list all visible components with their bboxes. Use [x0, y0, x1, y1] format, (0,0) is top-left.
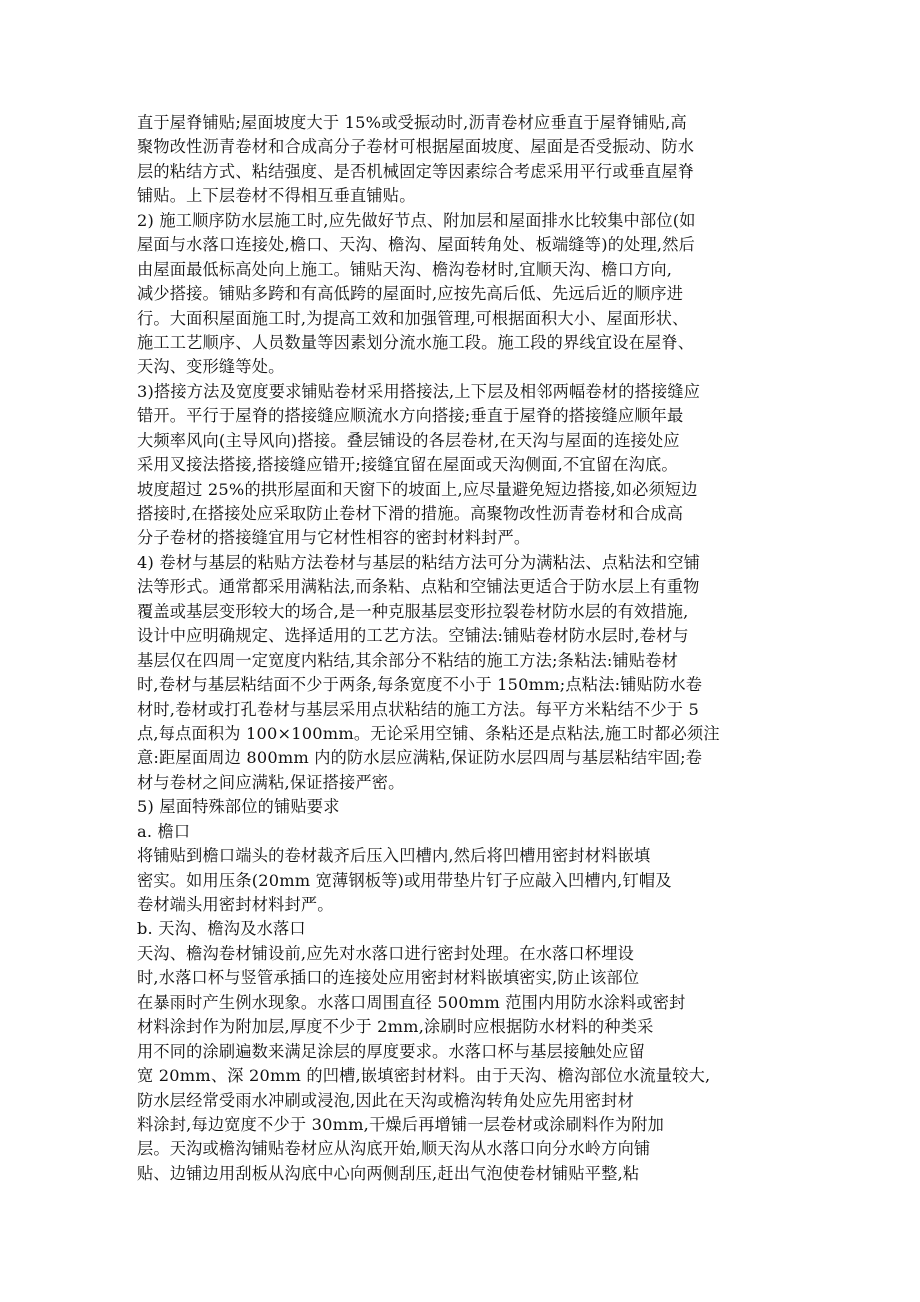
text-line: 基层仅在四周一定宽度内粘结,其余部分不粘结的施工方法;条粘法:铺贴卷材 — [137, 650, 679, 670]
text-line: 将铺贴到檐口端头的卷材裁齐后压入凹槽内,然后将凹槽用密封材料嵌填 — [137, 846, 651, 866]
text-line: 减少搭接。铺贴多跨和有高低跨的屋面时,应按先高后低、先远后近的顺序进 — [137, 284, 684, 304]
text-line: 材时,卷材或打孔卷材与基层采用点状粘结的施工方法。每平方米粘结不少于 5 — [137, 699, 699, 719]
text-line: 坡度超过 25%的拱形屋面和天窗下的坡面上,应尽量避免短边搭接,如必须短边 — [137, 479, 698, 499]
text-line: 时,卷材与基层粘结面不少于两条,每条宽度不小于 150mm;点粘法:铺贴防水卷 — [137, 675, 703, 695]
text-line: 设计中应明确规定、选择适用的工艺方法。空铺法:铺贴卷材防水层时,卷材与 — [137, 626, 689, 646]
text-line: 意:距屋面周边 800mm 内的防水层应满粘,保证防水层四周与基层粘结牢固;卷 — [137, 748, 703, 768]
text-line: 防水层经常受雨水冲刷或浸泡,因此在天沟或檐沟转角处应先用密封材 — [137, 1090, 634, 1110]
text-line: 采用叉接法搭接,搭接缝应错开;接缝宜留在屋面或天沟侧面,不宜留在沟底。 — [137, 455, 678, 475]
text-line: 层的粘结方式、粘结强度、是否机械固定等因素综合考虑采用平行或垂直屋脊 — [137, 161, 695, 181]
text-line: 屋面与水落口连接处,檐口、天沟、檐沟、屋面转角处、板端缝等)的处理,然后 — [137, 235, 695, 255]
text-line: b. 天沟、檐沟及水落口 — [137, 919, 306, 939]
text-line: 料涂封,每边宽度不少于 30mm,干燥后再增铺一层卷材或涂刷料作为附加 — [137, 1114, 664, 1134]
text-line: 覆盖或基层变形较大的场合,是一种克服基层变形拉裂卷材防水层的有效措施, — [137, 601, 689, 621]
text-line: 4) 卷材与基层的粘贴方法卷材与基层的粘结方法可分为满粘法、点粘法和空铺 — [137, 552, 701, 572]
text-line: 在暴雨时产生例水现象。水落口周围直径 500mm 范围内用防水涂料或密封 — [137, 992, 686, 1012]
text-line: 铺贴。上下层卷材不得相互垂直铺贴。 — [137, 186, 416, 206]
text-line: 直于屋脊铺贴;屋面坡度大于 15%或受振动时,沥青卷材应垂直于屋脊铺贴,高 — [137, 113, 687, 132]
text-line: 2) 施工顺序防水层施工时,应先做好节点、附加层和屋面排水比较集中部位(如 — [137, 210, 696, 230]
text-line: 聚物改性沥青卷材和合成高分子卷材可根据屋面坡度、屋面是否受振动、防水 — [137, 137, 695, 157]
text-line: 用不同的涂刷遍数来满足涂层的厚度要求。水落口杯与基层接触处应留 — [137, 1041, 646, 1061]
text-line: 大频率风向(主导风向)搭接。叠层铺设的各层卷材,在天沟与屋面的连接处应 — [137, 430, 680, 450]
text-line: 错开。平行于屋脊的搭接缝应顺流水方向搭接;垂直于屋脊的搭接缝应顺年最 — [137, 406, 684, 426]
text-line: 5) 屋面特殊部位的铺贴要求 — [137, 797, 340, 817]
text-line: 行。大面积屋面施工时,为提高工效和加强管理,可根据面积大小、屋面形状、 — [137, 308, 689, 328]
text-line: 法等形式。通常都采用满粘法,而条粘、点粘和空铺法更适合于防水层上有重物 — [137, 577, 700, 597]
text-line: 宽 20mm、深 20mm 的凹槽,嵌填密封材料。由于天沟、檐沟部位水流量较大, — [137, 1066, 711, 1086]
text-line: a. 檐口 — [137, 821, 191, 841]
text-line: 点,每点面积为 100×100mm。无论采用空铺、条粘还是点粘法,施工时都必须注 — [137, 723, 720, 743]
text-line: 天沟、檐沟卷材铺设前,应先对水落口进行密封处理。在水落口杯埋设 — [137, 943, 634, 963]
text-line: 天沟、变形缝等处。 — [137, 357, 285, 377]
text-line: 贴、边铺边用刮板从沟底中心向两侧刮压,赶出气泡使卷材铺贴平整,粘 — [137, 1163, 640, 1183]
text-line: 由屋面最低标高处向上施工。铺贴天沟、檐沟卷材时,宜顺天沟、檐口方向, — [137, 259, 673, 279]
text-line: 3)搭接方法及宽度要求铺贴卷材采用搭接法,上下层及相邻两幅卷材的搭接缝应 — [137, 381, 701, 401]
text-line: 材与卷材之间应满粘,保证搭接严密。 — [137, 772, 405, 792]
text-line: 卷材端头用密封材料封严。 — [137, 895, 334, 914]
text-line: 密实。如用压条(20mm 宽薄钢板等)或用带垫片钉子应敲入凹槽内,钉帽及 — [137, 870, 672, 890]
text-line: 时,水落口杯与竖管承插口的连接处应用密封材料嵌填密实,防止该部位 — [137, 968, 640, 988]
text-line: 材料涂封作为附加层,厚度不少于 2mm,涂刷时应根据防水材料的种类采 — [137, 1017, 654, 1037]
text-line: 层。天沟或檐沟铺贴卷材应从沟底开始,顺天沟从水落口向分水岭方向铺 — [137, 1139, 651, 1159]
text-line: 搭接时,在搭接处应采取防止卷材下滑的措施。高聚物改性沥青卷材和合成高 — [137, 504, 684, 523]
document-body-text — [137, 111, 777, 1186]
text-line: 分子卷材的搭接缝宜用与它材性相容的密封材料封严。 — [137, 528, 531, 548]
text-line: 施工工艺顺序、人员数量等因素划分流水施工段。施工段的界线宜设在屋脊、 — [137, 332, 695, 352]
